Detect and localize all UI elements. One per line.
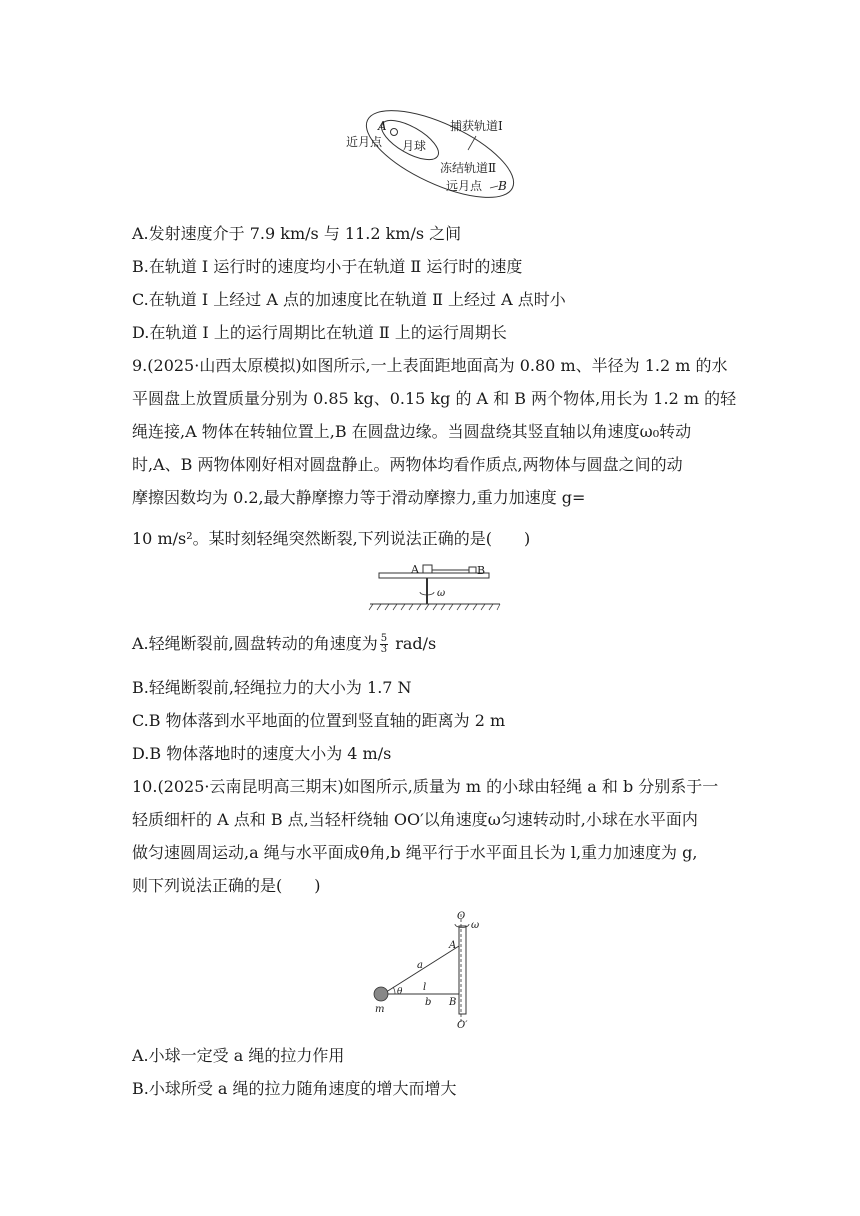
q10-option-a: A.小球一定受 a 绳的拉力作用 xyxy=(132,1046,345,1065)
q9-stem-line-3: 绳连接,A 物体在转轴位置上,B 在圆盘边缘。当圆盘绕其竖直轴以角速度ω₀转动 xyxy=(132,422,692,441)
fig-label-B: B xyxy=(449,997,457,1008)
q9-stem-line-5: 摩擦因数均为 0.2,最大静摩擦力等于滑动摩擦力,重力加速度 g= xyxy=(132,488,586,507)
fig-label-O: O xyxy=(457,911,466,922)
q10-stem-line-1: 10.(2025·云南昆明高三期末)如图所示,质量为 m 的小球由轻绳 a 和 b 分别系于一 xyxy=(132,777,719,796)
fraction xyxy=(380,634,388,655)
q8-option-c: C.在轨道 Ⅰ 上经过 A 点的加速度比在轨道 Ⅱ 上经过 A 点时小 xyxy=(132,290,566,309)
q9-option-a xyxy=(132,633,436,655)
fig-label-omega: ω xyxy=(471,920,480,931)
q9-option-a-unit: rad/s xyxy=(390,634,437,653)
rod xyxy=(459,926,466,1014)
fig-label-b: b xyxy=(425,997,432,1008)
theta-arc xyxy=(393,987,395,994)
fig-label-A: A xyxy=(449,940,457,951)
q9-stem-line-2: 平圆盘上放置质量分别为 0.85 kg、0.15 kg 的 A 和 B 两个物体,用长为 1.2 m 的轻 xyxy=(132,389,737,408)
fig-label-a: a xyxy=(417,960,423,971)
q9-stem-line-1: 9.(2025·山西太原模拟)如图所示,一上表面距地面高为 0.80 m、半径为 1.2 m 的水 xyxy=(132,356,728,375)
moon-marker xyxy=(391,129,398,136)
fig-label-A: A xyxy=(411,563,419,576)
q8-option-b: B.在轨道 Ⅰ 运行时的速度均小于在轨道 Ⅱ 运行时的速度 xyxy=(132,257,523,276)
label-B: B xyxy=(498,179,507,193)
q9-stem-line-4: 时,A、B 两物体刚好相对圆盘静止。两物体均看作质点,两物体与圆盘之间的动 xyxy=(132,455,683,474)
disk-plate xyxy=(379,573,489,578)
capture-pointer-line xyxy=(468,136,476,150)
label-freeze: 冻结轨道Ⅱ xyxy=(440,161,497,175)
ball xyxy=(374,987,388,1001)
q9-option-a-text: A.轻绳断裂前,圆盘转动的角速度为 xyxy=(132,634,378,653)
label-near: 近月点 xyxy=(346,135,383,149)
q9-option-c: C.B 物体落到水平地面的位置到竖直轴的距离为 2 m xyxy=(132,711,506,730)
label-capture: 捕获轨道Ⅰ xyxy=(450,119,503,133)
fig-label-theta: θ xyxy=(397,987,403,997)
ground-hatch xyxy=(369,604,500,610)
q10-stem-line-4: 则下列说法正确的是( ) xyxy=(132,876,321,895)
fig-label-O-prime: O′ xyxy=(457,1020,468,1031)
block-B xyxy=(469,567,476,573)
label-moon: 月球 xyxy=(402,139,427,153)
fig-label-l: l xyxy=(423,982,427,993)
fig-label-B: B xyxy=(477,564,486,577)
fig-label-omega: ω xyxy=(437,588,446,599)
block-A xyxy=(423,565,432,573)
far-pointer-line xyxy=(490,186,498,188)
disk-figure xyxy=(365,562,505,614)
fraction-numerator: 5 xyxy=(380,633,388,644)
q9-option-d: D.B 物体落地时的速度大小为 4 m/s xyxy=(132,744,392,763)
q10-stem-line-3: 做匀速圆周运动,a 绳与水平面成θ角,b 绳平行于水平面且长为 l,重力加速度为 g, xyxy=(132,843,698,862)
q8-option-a: A.发射速度介于 7.9 km/s 与 11.2 km/s 之间 xyxy=(132,224,462,243)
q10-option-b: B.小球所受 a 绳的拉力随角速度的增大而增大 xyxy=(132,1079,457,1098)
orbit-figure xyxy=(340,110,520,205)
label-far: 远月点 xyxy=(446,179,483,193)
fig-label-m: m xyxy=(375,1004,385,1015)
fraction-denominator: 3 xyxy=(380,644,388,655)
q9-option-b: B.轻绳断裂前,轻绳拉力的大小为 1.7 N xyxy=(132,678,412,697)
q8-option-d: D.在轨道 Ⅰ 上的运行周期比在轨道 Ⅱ 上的运行周期长 xyxy=(132,323,507,342)
rod-ball-figure xyxy=(365,908,505,1034)
q10-stem-line-2: 轻质细杆的 A 点和 B 点,当轻杆绕轴 OO′以角速度ω匀速转动时,小球在水平面内 xyxy=(132,810,698,829)
q9-stem-line-6: 10 m/s²。某时刻轻绳突然断裂,下列说法正确的是( ) xyxy=(132,529,531,548)
label-A: A xyxy=(378,119,387,133)
